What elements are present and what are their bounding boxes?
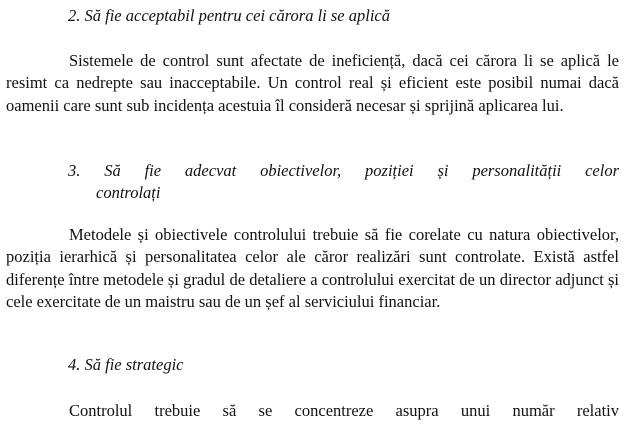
section-heading-4: 4. Să fie strategic — [68, 355, 184, 374]
section-heading-3-line1: 3. Să fie adecvat obiectivelor, poziției și personalității celor — [68, 161, 619, 180]
section-paragraph-4: Controlul trebuie să se concentreze asupra unui număr relativ — [69, 401, 619, 420]
section-paragraph-2: Sistemele de control sunt afectate de ineficiență, dacă cei cărora li se aplică le resimt ca nedrepte sau inacceptabile. Un control real și eficient este posibil numai dacă oamenii care sunt sub incidența acestuia îl consideră necesar și sprijină aplicarea lui. — [6, 51, 619, 115]
section-heading-2: 2. Să fie acceptabil pentru cei cărora li se aplică — [68, 6, 390, 25]
section-paragraph-3: Metodele și obiectivele controlului trebuie să fie corelate cu natura obiectivelor, poziția ierarhică și personalitatea celor ale căror realizări sunt controlate. Există astfel diferențe între metodele și gradul de detaliere a controlului exercitat de un director adjunct și cele exercitate de un maistru sau de un șef al serviciului financiar. — [6, 225, 619, 312]
section-heading-3-line2: controlați — [96, 183, 161, 202]
section-heading-3 — [68, 160, 619, 204]
